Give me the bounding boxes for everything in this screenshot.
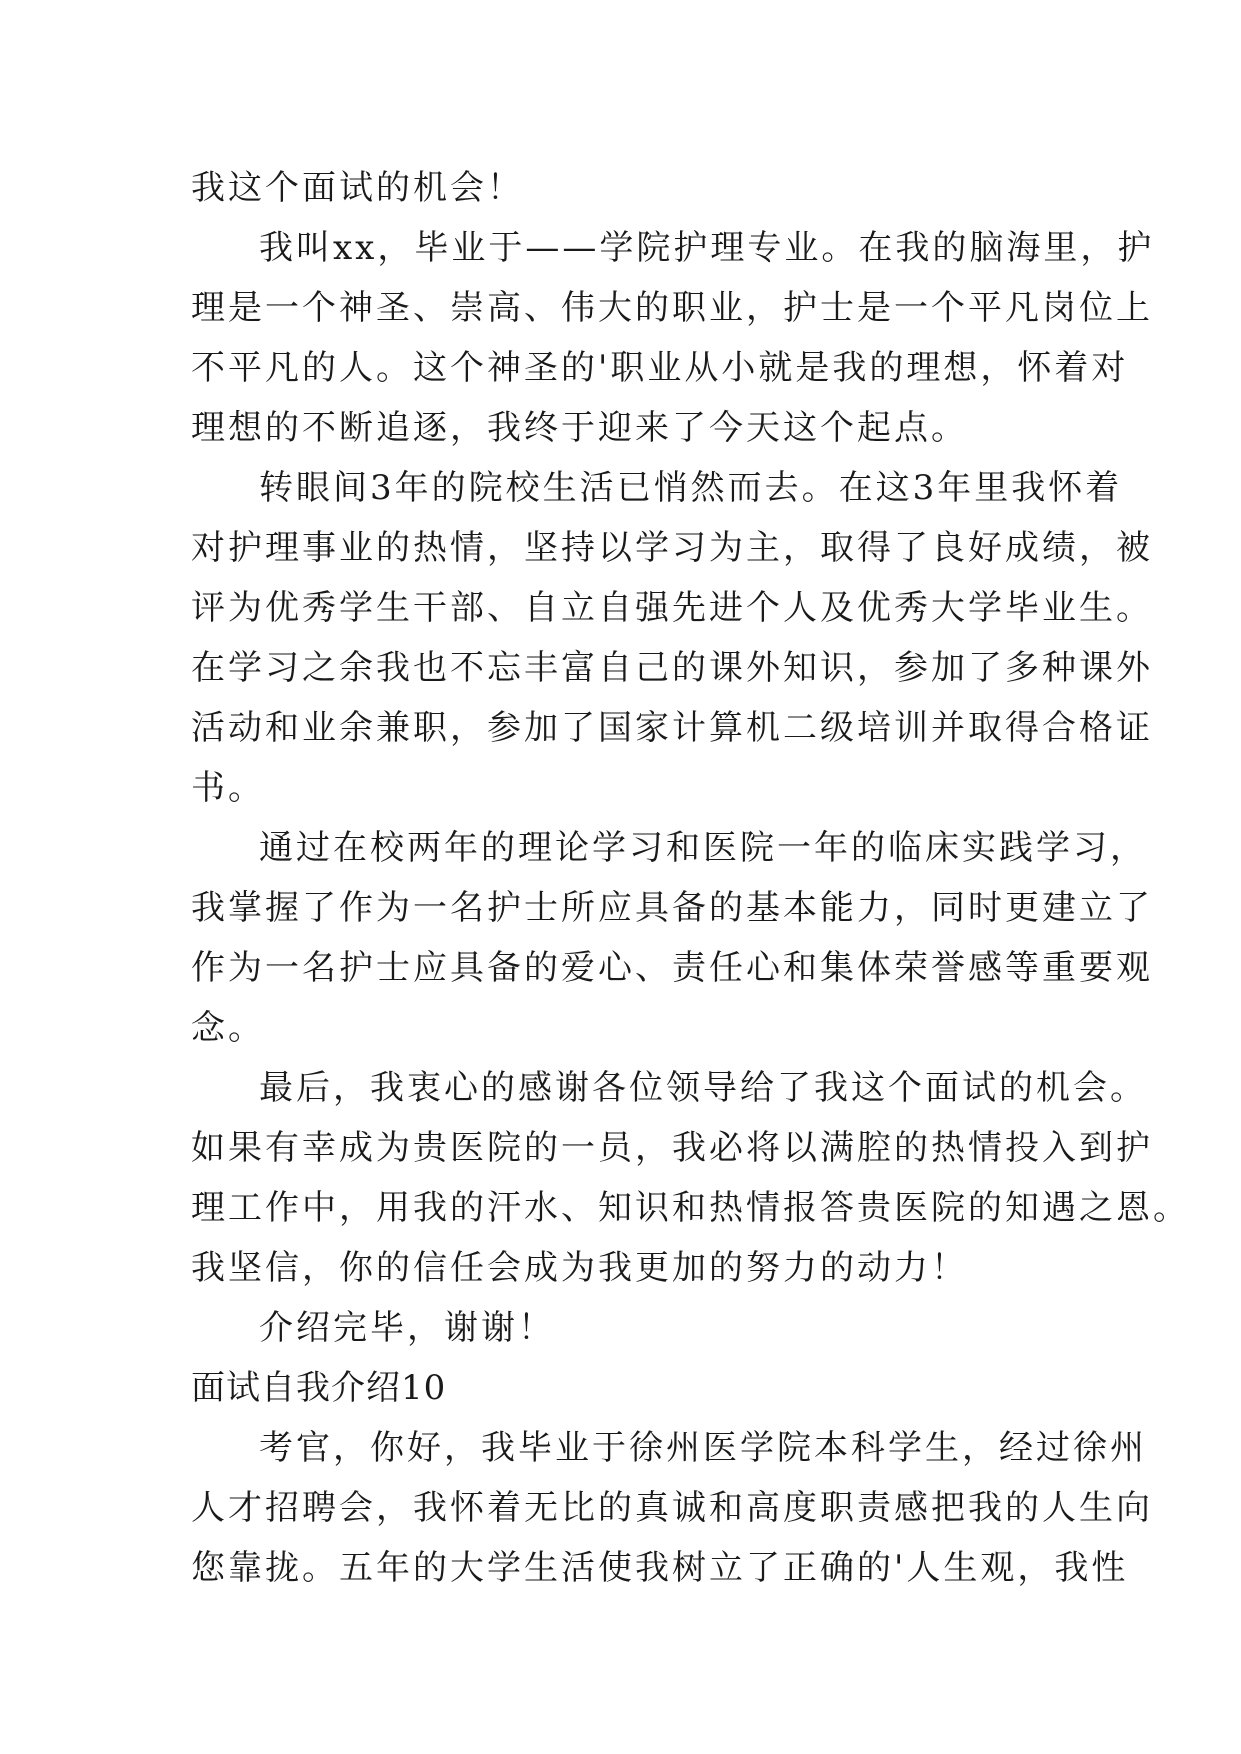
text-line: 不平凡的人。这个神圣的'职业从小就是我的理想，怀着对 bbox=[191, 348, 1129, 388]
paragraph-first-line: 转眼间3年的院校生活已悄然而去。在这3年里我怀着 bbox=[259, 468, 1123, 508]
text-line: 理想的不断追逐，我终于迎来了今天这个起点。 bbox=[191, 408, 968, 448]
text-line: 在学习之余我也不忘丰富自己的课外知识，参加了多种课外 bbox=[191, 648, 1153, 688]
section-heading: 面试自我介绍10 bbox=[191, 1368, 447, 1408]
paragraph-first-line: 考官，你好，我毕业于徐州医学院本科学生，经过徐州 bbox=[259, 1428, 1147, 1468]
document-page bbox=[191, 158, 1190, 1598]
paragraph-first-line: 最后，我衷心的感谢各位领导给了我这个面试的机会。 bbox=[259, 1068, 1147, 1108]
text-line: 理工作中，用我的汗水、知识和热情报答贵医院的知遇之恩。 bbox=[191, 1188, 1190, 1228]
text-line: 人才招聘会，我怀着无比的真诚和高度职责感把我的人生向 bbox=[191, 1488, 1153, 1528]
text-line: 如果有幸成为贵医院的一员，我必将以满腔的热情投入到护 bbox=[191, 1128, 1153, 1168]
paragraph-first-line: 我叫xx，毕业于——学院护理专业。在我的脑海里，护 bbox=[259, 228, 1155, 268]
paragraph-first-line: 介绍完毕，谢谢！ bbox=[259, 1308, 555, 1348]
text-line: 作为一名护士应具备的爱心、责任心和集体荣誉感等重要观 bbox=[191, 948, 1153, 988]
text-line: 我这个面试的机会！ bbox=[191, 168, 524, 208]
text-line: 书。 bbox=[191, 768, 265, 808]
text-line: 我坚信，你的信任会成为我更加的努力的动力！ bbox=[191, 1248, 968, 1288]
text-line: 评为优秀学生干部、自立自强先进个人及优秀大学毕业生。 bbox=[191, 588, 1153, 628]
paragraph-first-line: 通过在校两年的理论学习和医院一年的临床实践学习， bbox=[259, 828, 1147, 868]
text-line: 理是一个神圣、崇高、伟大的职业，护士是一个平凡岗位上 bbox=[191, 288, 1153, 328]
text-line: 我掌握了作为一名护士所应具备的基本能力，同时更建立了 bbox=[191, 888, 1153, 928]
text-line: 您靠拢。五年的大学生活使我树立了正确的'人生观，我性 bbox=[191, 1548, 1129, 1588]
text-line: 念。 bbox=[191, 1008, 265, 1048]
text-line: 活动和业余兼职，参加了国家计算机二级培训并取得合格证 bbox=[191, 708, 1153, 748]
text-line: 对护理事业的热情，坚持以学习为主，取得了良好成绩，被 bbox=[191, 528, 1153, 568]
